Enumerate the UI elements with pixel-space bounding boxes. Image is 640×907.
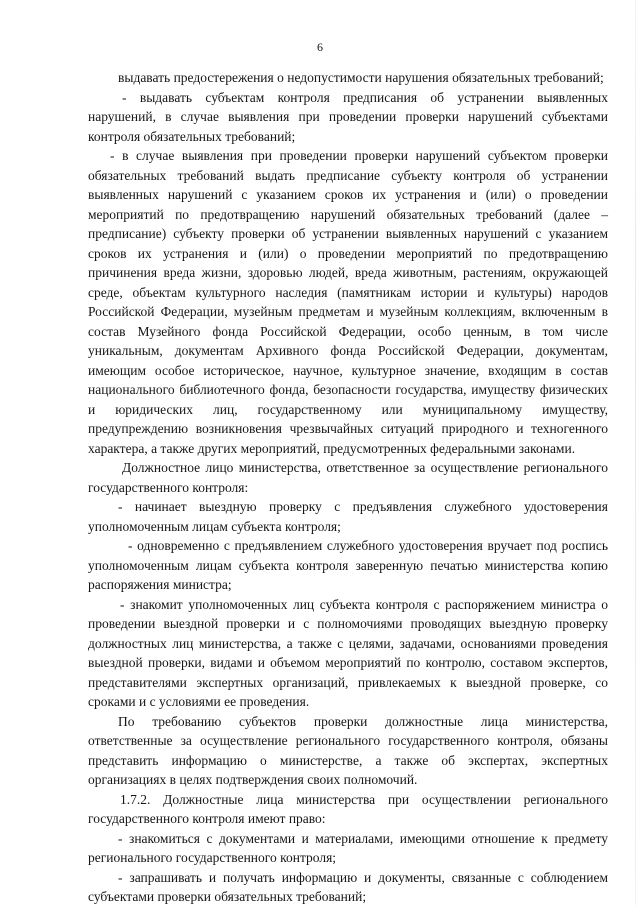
paragraph-issue-orders: - выдавать субъектам контроля предписания об устранении выявленных нарушений, в случае выявления при проведении проверки нарушений субъектами контроля обязательных требований; xyxy=(88,89,608,144)
paragraph-official-responsible: Должностное лицо министерства, ответственное за осуществление регионального государственного контроля: xyxy=(88,460,608,495)
paragraph-1-7-2: 1.7.2. Должностные лица министерства при осуществлении регионального государственного контроля имеют право: xyxy=(88,791,608,826)
paragraph-warnings: выдавать предостережения о недопустимости нарушения обязательных требований; xyxy=(118,70,604,85)
document-body xyxy=(88,68,608,907)
paragraph-violations-order: - в случае выявления при проведении проверки нарушений субъектом проверки обязательных требований выдать предписание субъекту контроля об устранении выявленных нарушений с указанием сроков их устранения и (или) о проведении мероприятий по предотвращению нарушений обязательных требований (далее – предписание) субъекту проверки об устранении выявленных нарушений с указанием сроков их устранения и (или) о проведении мероприятий по предотвращению причинения вреда жизни, здоровью людей, вреда животным, растениям, окружающей среде, объектам культурного наследия (памятникам истории и культуры) народов Российской Федерации, музейным предметам и музейным коллекциям, включенным в состав Музейного фонда Российской Федерации, особо ценным, в том числе уникальным, документам Архивного фонда Российской Федерации, документам, имеющим особое историческое, научное, культурное значение, входящим в состав национального библиотечного фонда, безопасности государства, имуществу физических и юридических лиц, государственному или муниципальному имуществу, предупреждению возникновения чрезвычайных ситуаций природного и техногенного характера, а также других мероприятий, предусмотренных федеральными законами. xyxy=(88,148,608,456)
paragraph-request-information: - запрашивать и получать информацию и документы, связанные с соблюдением субъектами проверки обязательных требований; xyxy=(88,869,608,904)
paragraph-hand-over-copy: - одновременно с предъявлением служебного удостоверения вручает под роспись уполномоченным лицам субъекта контроля заверенную печатью министерства копию распоряжения министра; xyxy=(88,538,608,592)
page-number: 6 xyxy=(317,40,323,54)
scan-edge xyxy=(635,0,636,905)
paragraph-review-documents: - знакомиться с документами и материалами, имеющими отношение к предмету регионального государственного контроля; xyxy=(88,830,608,865)
paragraph-start-inspection: - начинает выездную проверку с предъявления служебного удостоверения уполномоченным лицам субъекта контроля; xyxy=(88,499,608,534)
paragraph-on-request: По требованию субъектов проверки должностные лица министерства, ответственные за осуществление регионального государственного контроля, обязаны представить информацию о министерстве, а также об экспертах, экспертных организациях в целях подтверждения своих полномочий. xyxy=(88,713,608,787)
paragraph-acquaint: - знакомит уполномоченных лиц субъекта контроля с распоряжением министра о проведении выездной проверки и с полномочиями проводящих выездную проверку должностных лиц министерства, а также с целями, задачами, основаниями проведения выездной проверки, видами и объемом мероприятий по контролю, составом экспертов, представителями экспертных организаций, привлекаемых к выездной проверке, со сроками и с условиями ее проведения. xyxy=(88,596,608,709)
